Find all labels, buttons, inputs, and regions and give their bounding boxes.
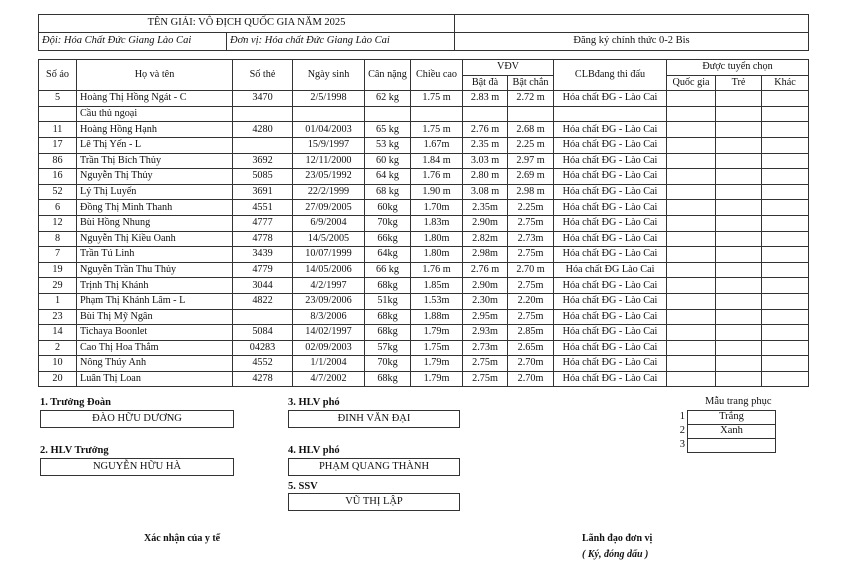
table-cell: Hoàng Hồng Hạnh [77, 122, 233, 138]
selection-cell [762, 356, 809, 372]
selection-cell [667, 122, 716, 138]
table-cell: Hóa chất ĐG - Lào Cai [554, 91, 667, 107]
table-cell: 7 [39, 247, 77, 263]
table-cell: 4278 [233, 371, 293, 387]
table-cell [762, 106, 809, 122]
table-cell: 2.35m [463, 200, 508, 216]
table-cell [508, 106, 554, 122]
table-cell: 6 [39, 200, 77, 216]
hlv-pho2-label: 4. HLV phó [288, 445, 340, 456]
selection-cell [716, 184, 762, 200]
table-cell: 14/05/2006 [293, 262, 365, 278]
table-cell: Nguyễn Trần Thu Thủy [77, 262, 233, 278]
table-cell: 14/02/1997 [293, 325, 365, 341]
table-cell: 2.65m [508, 340, 554, 356]
table-cell: 1/1/2004 [293, 356, 365, 372]
selection-cell [667, 200, 716, 216]
selection-cell [716, 278, 762, 294]
table-cell: 68kg [365, 278, 411, 294]
table-row [39, 91, 809, 107]
table-cell: 68kg [365, 309, 411, 325]
table-cell: 1.85m [411, 278, 463, 294]
table-cell: Đồng Thị Minh Thanh [77, 200, 233, 216]
table-cell: 64kg [365, 247, 411, 263]
header-table [38, 14, 809, 51]
selection-cell [762, 309, 809, 325]
table-cell: Hóa chất ĐG - Lào Cai [554, 137, 667, 153]
uniform-number: 3 [679, 439, 685, 451]
table-cell [716, 106, 762, 122]
table-cell [233, 309, 293, 325]
table-cell: 2.35 m [463, 137, 508, 153]
selection-cell [716, 122, 762, 138]
table-row [39, 231, 809, 247]
uniform-table [672, 410, 776, 453]
hlv-pho2-box: PHẠM QUANG THÀNH [288, 458, 460, 476]
table-cell: 2.98 m [508, 184, 554, 200]
selection-cell [716, 340, 762, 356]
table-cell: Hóa chất ĐG - Lào Cai [554, 340, 667, 356]
table-cell: 2.30m [463, 293, 508, 309]
table-cell: Hoàng Thị Hồng Ngát - C [77, 91, 233, 107]
table-cell: 2.20m [508, 293, 554, 309]
table-cell: 64 kg [365, 169, 411, 185]
table-cell: 29 [39, 278, 77, 294]
table-cell: 3470 [233, 91, 293, 107]
table-cell: 2.95m [463, 309, 508, 325]
table-cell: 23/09/2006 [293, 293, 365, 309]
selection-cell [762, 262, 809, 278]
selection-cell [667, 340, 716, 356]
uniform-title: Mẫu trang phục [705, 396, 772, 407]
table-cell: Nguyễn Thị Kiều Oanh [77, 231, 233, 247]
table-cell: Lý Thị Luyến [77, 184, 233, 200]
uniform-number: 1 [679, 411, 685, 423]
selection-cell [667, 169, 716, 185]
table-cell: 68kg [365, 371, 411, 387]
table-cell: 2.25m [508, 200, 554, 216]
table-cell: 1.70m [411, 200, 463, 216]
table-cell: Hóa chất ĐG - Lào Cai [554, 122, 667, 138]
foreign-players-row [39, 106, 809, 122]
table-cell [365, 106, 411, 122]
selection-cell [667, 262, 716, 278]
selection-cell [762, 215, 809, 231]
selection-cell [667, 137, 716, 153]
table-cell: 8 [39, 231, 77, 247]
selection-cell [762, 137, 809, 153]
registration-type: Đăng ký chính thức 0-2 Bis [455, 33, 809, 51]
selection-cell [716, 262, 762, 278]
selection-cell [667, 153, 716, 169]
selection-cell [762, 184, 809, 200]
table-cell: 2.70 m [508, 262, 554, 278]
table-cell: 2 [39, 340, 77, 356]
ssv-label: 5. SSV [288, 481, 318, 492]
table-row [39, 371, 809, 387]
selection-cell [716, 215, 762, 231]
unit-name: Đơn vị: Hóa chất Đức Giang Lào Cai [227, 33, 455, 51]
table-cell: 3.03 m [463, 153, 508, 169]
table-cell: 1.53m [411, 293, 463, 309]
table-cell: 8/3/2006 [293, 309, 365, 325]
table-cell: 1.76 m [411, 262, 463, 278]
selection-cell [667, 91, 716, 107]
table-cell: 4779 [233, 262, 293, 278]
table-cell: Bùi Hồng Nhung [77, 215, 233, 231]
table-cell: 4/2/1997 [293, 278, 365, 294]
table-cell: 1.75 m [411, 91, 463, 107]
selection-cell [762, 153, 809, 169]
table-cell: 68kg [365, 325, 411, 341]
selection-cell [762, 122, 809, 138]
col-clb: CLBđang thi đấu [554, 60, 667, 91]
hlv-truong-box: NGUYỄN HỮU HÀ [40, 458, 234, 476]
table-cell: 4280 [233, 122, 293, 138]
selection-cell [667, 309, 716, 325]
unit-leader: Lãnh đạo đơn vị [582, 533, 653, 544]
selection-cell [716, 153, 762, 169]
selection-cell [716, 356, 762, 372]
table-cell: 6/9/2004 [293, 215, 365, 231]
sign-note: ( Ký, đóng dấu ) [582, 549, 649, 560]
truong-doan-label: 1. Trưởng Đoàn [40, 397, 111, 408]
table-cell: 3691 [233, 184, 293, 200]
selection-cell [716, 137, 762, 153]
selection-cell [667, 356, 716, 372]
table-row [39, 278, 809, 294]
table-row [39, 247, 809, 263]
table-row [39, 184, 809, 200]
selection-cell [667, 371, 716, 387]
table-cell: 4551 [233, 200, 293, 216]
table-cell: 1 [39, 293, 77, 309]
truong-doan-box: ĐÀO HỮU DƯƠNG [40, 410, 234, 428]
selection-cell [762, 200, 809, 216]
table-cell: 2.90m [463, 278, 508, 294]
selection-cell [667, 184, 716, 200]
selection-cell [762, 293, 809, 309]
table-cell: 4778 [233, 231, 293, 247]
table-cell: Nông Thúy Anh [77, 356, 233, 372]
table-cell: 68 kg [365, 184, 411, 200]
table-cell: 4/7/2002 [293, 371, 365, 387]
table-cell: 1.88m [411, 309, 463, 325]
table-cell: 1.80m [411, 231, 463, 247]
table-cell [233, 137, 293, 153]
table-cell: 60kg [365, 200, 411, 216]
uniform-row [672, 425, 776, 439]
table-cell: 66kg [365, 231, 411, 247]
table-cell: 1.79m [411, 371, 463, 387]
table-cell: Trịnh Thị Khánh [77, 278, 233, 294]
roster-body [39, 91, 809, 387]
table-row [39, 153, 809, 169]
table-row [39, 356, 809, 372]
table-cell: 5085 [233, 169, 293, 185]
table-cell [463, 106, 508, 122]
table-cell: 1.67m [411, 137, 463, 153]
table-cell: 3439 [233, 247, 293, 263]
foreign-players-label: Cầu thủ ngoại [77, 106, 233, 122]
table-row [39, 215, 809, 231]
table-cell: Lê Thị Yến - L [77, 137, 233, 153]
col-so-the: Số thẻ [233, 60, 293, 91]
selection-cell [762, 278, 809, 294]
table-cell: 2.73m [463, 340, 508, 356]
table-cell: Hóa chất ĐG - Lào Cai [554, 278, 667, 294]
table-cell: Trần Tú Linh [77, 247, 233, 263]
selection-cell [716, 247, 762, 263]
table-cell: 2.76 m [463, 122, 508, 138]
selection-cell [667, 325, 716, 341]
table-cell: 4777 [233, 215, 293, 231]
selection-cell [667, 278, 716, 294]
table-cell: 10 [39, 356, 77, 372]
col-ho-ten: Họ và tên [77, 60, 233, 91]
table-cell: 14 [39, 325, 77, 341]
table-cell: 2.90m [463, 215, 508, 231]
table-cell: 2.69 m [508, 169, 554, 185]
header-blank [455, 15, 809, 33]
table-cell: 2.82m [463, 231, 508, 247]
table-row [39, 137, 809, 153]
table-cell: 10/07/1999 [293, 247, 365, 263]
table-cell: Hóa chất ĐG - Lào Cai [554, 169, 667, 185]
selection-cell [667, 215, 716, 231]
ssv-box: VŨ THỊ LẬP [288, 493, 460, 511]
table-cell: 5084 [233, 325, 293, 341]
table-cell: 2.70m [508, 371, 554, 387]
table-cell: 1.75m [411, 340, 463, 356]
table-cell: Tichaya Boonlet [77, 325, 233, 341]
roster-table [38, 59, 809, 387]
selection-cell [716, 231, 762, 247]
table-cell: 12/11/2000 [293, 153, 365, 169]
table-row [39, 340, 809, 356]
table-cell: 1.75 m [411, 122, 463, 138]
selection-cell [716, 371, 762, 387]
table-cell: 65 kg [365, 122, 411, 138]
table-cell: Cao Thị Hoa Thắm [77, 340, 233, 356]
table-cell: 2/5/1998 [293, 91, 365, 107]
col-quoc-gia: Quốc gia [667, 75, 716, 91]
table-cell: 12 [39, 215, 77, 231]
uniform-row [672, 411, 776, 425]
table-cell: 2.83 m [463, 91, 508, 107]
table-cell: 2.68 m [508, 122, 554, 138]
table-cell: 1.76 m [411, 169, 463, 185]
table-cell: Hóa chất ĐG - Lào Cai [554, 231, 667, 247]
table-cell: 2.75m [463, 356, 508, 372]
table-cell: 27/09/2005 [293, 200, 365, 216]
selection-cell [716, 293, 762, 309]
uniform-color: Trắng [688, 411, 776, 425]
table-cell: 1.80m [411, 247, 463, 263]
table-cell: 2.75m [508, 278, 554, 294]
table-cell: 4552 [233, 356, 293, 372]
table-cell: Hóa chất ĐG - Lào Cai [554, 371, 667, 387]
table-cell: Hóa chất ĐG - Lào Cai [554, 325, 667, 341]
table-cell: 01/04/2003 [293, 122, 365, 138]
uniform-number: 2 [679, 425, 685, 437]
table-cell: Hóa chất ĐG - Lào Cai [554, 247, 667, 263]
selection-cell [667, 247, 716, 263]
table-cell: 53 kg [365, 137, 411, 153]
table-cell: 51kg [365, 293, 411, 309]
table-cell: 2.80 m [463, 169, 508, 185]
table-cell: 22/2/1999 [293, 184, 365, 200]
table-cell: 3.08 m [463, 184, 508, 200]
table-cell [293, 106, 365, 122]
table-cell: 52 [39, 184, 77, 200]
table-cell: 86 [39, 153, 77, 169]
table-cell: Hóa chất ĐG - Lào Cai [554, 200, 667, 216]
table-cell: 3692 [233, 153, 293, 169]
table-cell: 1.90 m [411, 184, 463, 200]
table-cell: 57kg [365, 340, 411, 356]
tournament-title: TÊN GIẢI: VÔ ĐỊCH QUỐC GIA NĂM 2025 [39, 15, 455, 33]
table-cell: 16 [39, 169, 77, 185]
table-cell [233, 106, 293, 122]
hlv-truong-label: 2. HLV Trưởng [40, 445, 109, 456]
selection-cell [762, 340, 809, 356]
table-cell: 66 kg [365, 262, 411, 278]
selection-cell [762, 169, 809, 185]
table-cell: Hóa chất ĐG - Lào Cai [554, 293, 667, 309]
table-cell: 23 [39, 309, 77, 325]
table-row [39, 200, 809, 216]
table-cell: 60 kg [365, 153, 411, 169]
table-cell: 70kg [365, 356, 411, 372]
table-cell: 17 [39, 137, 77, 153]
selection-cell [762, 325, 809, 341]
col-bat-da: Bật đà [463, 75, 508, 91]
selection-cell [716, 309, 762, 325]
table-cell: 15/9/1997 [293, 137, 365, 153]
table-cell [554, 106, 667, 122]
table-cell: Bùi Thị Mỹ Ngân [77, 309, 233, 325]
uniform-row [672, 439, 776, 453]
col-can-nang: Cân nặng [365, 60, 411, 91]
table-cell: 2.75m [463, 371, 508, 387]
hlv-pho1-label: 3. HLV phó [288, 397, 340, 408]
table-cell [39, 106, 77, 122]
selection-cell [716, 91, 762, 107]
selection-cell [667, 293, 716, 309]
uniform-color: Xanh [688, 425, 776, 439]
table-cell: 3044 [233, 278, 293, 294]
table-row [39, 293, 809, 309]
col-tre: Trẻ [716, 75, 762, 91]
table-cell: Hóa chất ĐG - Lào Cai [554, 309, 667, 325]
table-row [39, 309, 809, 325]
table-cell: 2.98m [463, 247, 508, 263]
selection-cell [762, 91, 809, 107]
table-cell: 2.75m [508, 247, 554, 263]
selection-cell [762, 371, 809, 387]
table-cell: 2.75m [508, 309, 554, 325]
table-cell: 62 kg [365, 91, 411, 107]
table-cell: 1.79m [411, 356, 463, 372]
table-cell [667, 106, 716, 122]
table-cell: 2.93m [463, 325, 508, 341]
col-khac: Khác [762, 75, 809, 91]
table-cell: 1.83m [411, 215, 463, 231]
col-duoc-tuyen-chon: Được tuyển chọn [667, 60, 809, 76]
team-name: Đội: Hóa Chất Đức Giang Lào Cai [39, 33, 227, 51]
table-cell: 2.75m [508, 215, 554, 231]
table-row [39, 325, 809, 341]
table-cell: Trần Thị Bích Thủy [77, 153, 233, 169]
table-cell: 2.85m [508, 325, 554, 341]
table-cell: 23/05/1992 [293, 169, 365, 185]
table-cell: 1.84 m [411, 153, 463, 169]
table-row [39, 169, 809, 185]
col-bat-chan: Bật chắn [508, 75, 554, 91]
table-cell: Luân Thị Loan [77, 371, 233, 387]
table-cell: 4822 [233, 293, 293, 309]
table-cell: Hóa chất ĐG - Lào Cai [554, 153, 667, 169]
selection-cell [716, 325, 762, 341]
col-ngay-sinh: Ngày sinh [293, 60, 365, 91]
table-cell: 04283 [233, 340, 293, 356]
table-cell: Hóa chất ĐG - Lào Cai [554, 215, 667, 231]
table-row [39, 122, 809, 138]
table-cell [411, 106, 463, 122]
table-cell: Hóa chất ĐG - Lào Cai [554, 184, 667, 200]
table-cell: 70kg [365, 215, 411, 231]
table-cell: 5 [39, 91, 77, 107]
table-cell: 20 [39, 371, 77, 387]
medical-confirm: Xác nhận của y tế [144, 533, 221, 544]
table-cell: Hóa chất ĐG - Lào Cai [554, 356, 667, 372]
selection-cell [762, 231, 809, 247]
table-cell: 11 [39, 122, 77, 138]
table-cell: Hóa chất ĐG Lào Cai [554, 262, 667, 278]
hlv-pho1-box: ĐINH VĂN ĐẠI [288, 410, 460, 428]
table-cell: 2.73m [508, 231, 554, 247]
table-cell: 2.76 m [463, 262, 508, 278]
selection-cell [716, 169, 762, 185]
table-cell: 14/5/2005 [293, 231, 365, 247]
table-cell: 2.97 m [508, 153, 554, 169]
table-cell: 2.70m [508, 356, 554, 372]
table-cell: 19 [39, 262, 77, 278]
table-cell: 02/09/2003 [293, 340, 365, 356]
col-chieu-cao: Chiều cao [411, 60, 463, 91]
selection-cell [762, 247, 809, 263]
selection-cell [667, 231, 716, 247]
uniform-color [688, 439, 776, 453]
selection-cell [716, 200, 762, 216]
table-cell: Phạm Thị Khánh Lâm - L [77, 293, 233, 309]
table-cell: 2.72 m [508, 91, 554, 107]
table-cell: 1.79m [411, 325, 463, 341]
table-row [39, 262, 809, 278]
table-cell: 2.25 m [508, 137, 554, 153]
col-so-ao: Số áo [39, 60, 77, 91]
table-cell: Nguyễn Thị Thủy [77, 169, 233, 185]
col-vdv: VĐV [463, 60, 554, 76]
